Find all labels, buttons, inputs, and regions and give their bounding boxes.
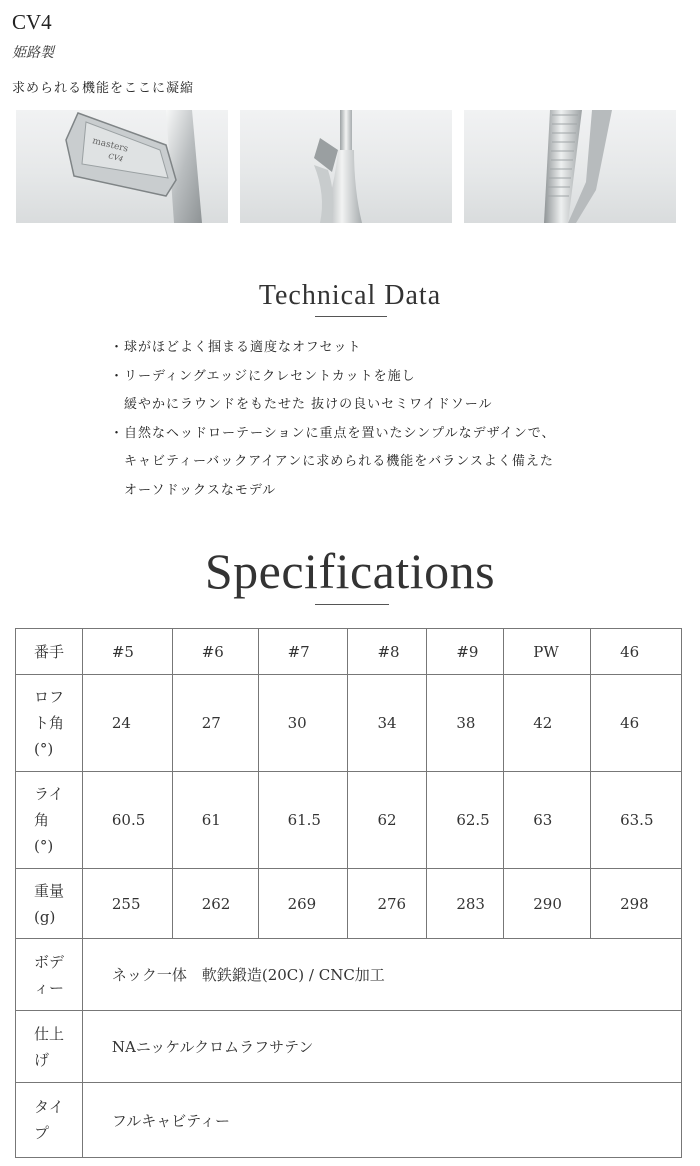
spec-row-lie (16, 772, 682, 869)
spec-cell: 46 (591, 675, 682, 772)
spec-detail-value: ネック一体 軟鉄鍛造(20C) / CNC加工 (82, 939, 681, 1011)
tagline: 求められる機能をここに凝縮 (12, 81, 195, 96)
spec-cell: 276 (348, 869, 427, 939)
label-line: 重量 (34, 881, 65, 900)
spec-row-type (16, 1083, 682, 1158)
spec-header-cell: #7 (258, 629, 348, 675)
spec-row-label (16, 939, 83, 1011)
spec-table (15, 628, 682, 1158)
spec-cell: 255 (82, 869, 172, 939)
spec-row-label (16, 1083, 83, 1158)
model-name: CV4 (12, 10, 52, 34)
spec-header-cell: #5 (82, 629, 172, 675)
spec-cell: 283 (427, 869, 504, 939)
label-line: (g) (34, 907, 56, 926)
spec-cell: 27 (172, 675, 258, 772)
spec-cell: 269 (258, 869, 348, 939)
spec-cell: 38 (427, 675, 504, 772)
bullet-line: 緩やかにラウンドをもたせた 抜けの良いセミワイドソール (124, 397, 493, 412)
label-line: (°) (34, 837, 54, 855)
spec-header-cell: PW (504, 629, 591, 675)
photo-toe-side (240, 110, 452, 223)
label-line: げ (34, 1050, 50, 1069)
spec-row-label (16, 772, 83, 869)
spec-row-loft (16, 675, 682, 772)
label-line: 角 (34, 811, 50, 829)
iron-address-illustration (464, 110, 676, 223)
spec-cell: 34 (348, 675, 427, 772)
spec-cell: 63 (504, 772, 591, 869)
spec-cell: 24 (82, 675, 172, 772)
spec-cell: 61.5 (258, 772, 348, 869)
label-line: (°) (34, 740, 54, 758)
spec-header-label: 番手 (16, 629, 83, 675)
origin-label: 姫路製 (12, 45, 54, 61)
spec-header-cell: #8 (348, 629, 427, 675)
spec-header-row (16, 629, 682, 675)
spec-cell: 298 (591, 869, 682, 939)
technical-title-underline (315, 316, 387, 317)
bullet-item (110, 334, 630, 363)
bullet-line: キャビティーバックアイアンに求められる機能をバランスよく備えた (124, 454, 554, 469)
specifications-title: Specifications (204, 543, 496, 599)
spec-cell: 30 (258, 675, 348, 772)
spec-row-label (16, 869, 83, 939)
technical-data-title: Technical Data (258, 280, 442, 311)
head-model-engraving: CV4 (107, 152, 124, 164)
spec-row-weight (16, 869, 682, 939)
specifications-title-underline (315, 604, 389, 605)
spec-row-finish (16, 1011, 682, 1083)
spec-cell: 61 (172, 772, 258, 869)
bullet-item (110, 420, 630, 506)
spec-header-cell: 46 (591, 629, 682, 675)
bullet-line: ・球がほどよく掴まる適度なオフセット (110, 340, 362, 355)
label-line: ボデ (34, 952, 65, 971)
spec-cell: 42 (504, 675, 591, 772)
iron-toe-illustration (240, 110, 452, 223)
label-line: 仕上 (34, 1024, 65, 1043)
spec-cell: 62.5 (427, 772, 504, 869)
spec-cell: 63.5 (591, 772, 682, 869)
spec-cell: 262 (172, 869, 258, 939)
spec-detail-value: NAニッケルクロムラフサテン (82, 1011, 681, 1083)
spec-cell: 60.5 (82, 772, 172, 869)
spec-detail-value: フルキャビティー (82, 1083, 681, 1158)
label-line: ト角 (34, 714, 65, 732)
iron-back-illustration (16, 110, 228, 223)
label-line: プ (34, 1124, 50, 1142)
bullet-line: オーソドックスなモデル (124, 482, 277, 498)
label-line: ィー (34, 978, 65, 997)
spec-cell: 62 (348, 772, 427, 869)
spec-row-label (16, 1011, 83, 1083)
technical-bullets (110, 334, 630, 505)
spec-row-body (16, 939, 682, 1011)
label-line: ライ (34, 785, 64, 803)
bullet-item (110, 363, 630, 420)
label-line: ロフ (34, 688, 65, 706)
photo-cavity-back (16, 110, 228, 223)
photo-address (464, 110, 676, 223)
spec-header-cell: #6 (172, 629, 258, 675)
spec-header-cell: #9 (427, 629, 504, 675)
bullet-line: ・リーディングエッジにクレセントカットを施し (110, 368, 416, 384)
label-line: タイ (34, 1098, 64, 1116)
head-engraving-text: masters (91, 136, 130, 155)
spec-cell: 290 (504, 869, 591, 939)
spec-row-label (16, 675, 83, 772)
bullet-line: ・自然なヘッドローテーションに重点を置いたシンプルなデザインで、 (110, 425, 556, 441)
